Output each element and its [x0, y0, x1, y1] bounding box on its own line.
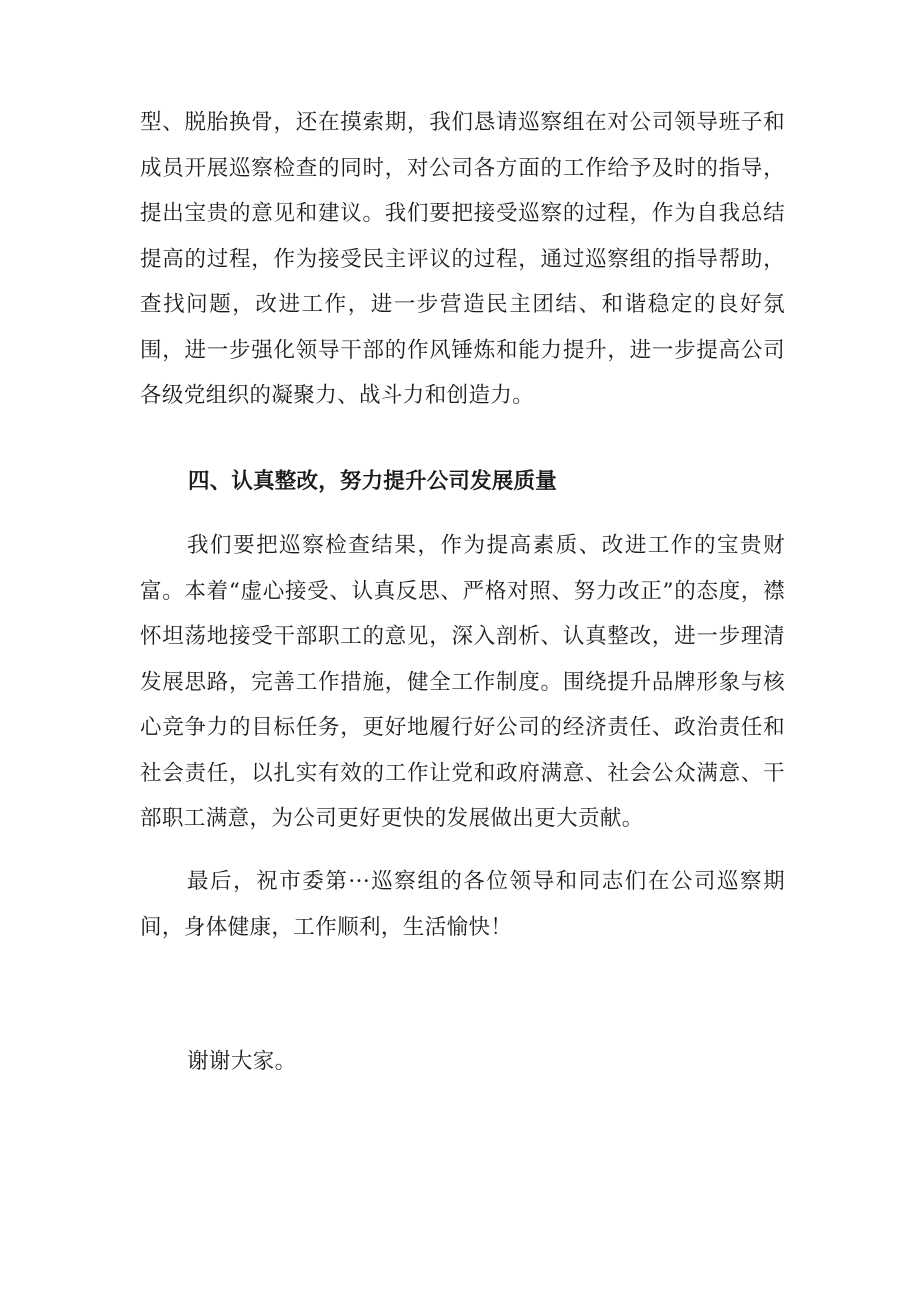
paragraph-rectify: 我们要把巡察检查结果，作为提高素质、改进工作的宝贵财富。本着“虚心接受、认真反思、严格对照、努力改正”的态度，襟怀坦荡地接受干部职工的意见，深入剖析、认真整改，进一步理清发展思路，完善工作措施，健全工作制度。围绕提升品牌形象与核心竞争力的目标任务，更好地履行好公司的经济责任、政治责任和社会责任，以扎实有效的工作让党和政府满意、社会公众满意、干部职工满意，为公司更好更快的发展做出更大贡献。	[140, 533, 785, 831]
section-heading: 四、认真整改，努力提升公司发展质量	[188, 469, 557, 494]
paragraph-thanks: 谢谢大家。	[187, 1049, 297, 1074]
paragraph-continued: 型、脱胎换骨，还在摸索期，我们恳请巡察组在对公司领导班子和成员开展巡察检查的同时，对公司各方面的工作给予及时的指导，提出宝贵的意见和建议。我们要把接受巡察的过程，作为自我总结提高的过程，作为接受民主评议的过程，通过巡察组的指导帮助，查找问题，改进工作，进一步营造民主团结、和谐稳定的良好氛围，进一步强化领导干部的作风锤炼和能力提升，进一步提高公司各级党组织的凝聚力、战斗力和创造力。	[140, 110, 785, 408]
paragraph-closing: 最后，祝市委第···巡察组的各位领导和同志们在公司巡察期间，身体健康，工作顺利，生活愉快！	[140, 869, 785, 940]
